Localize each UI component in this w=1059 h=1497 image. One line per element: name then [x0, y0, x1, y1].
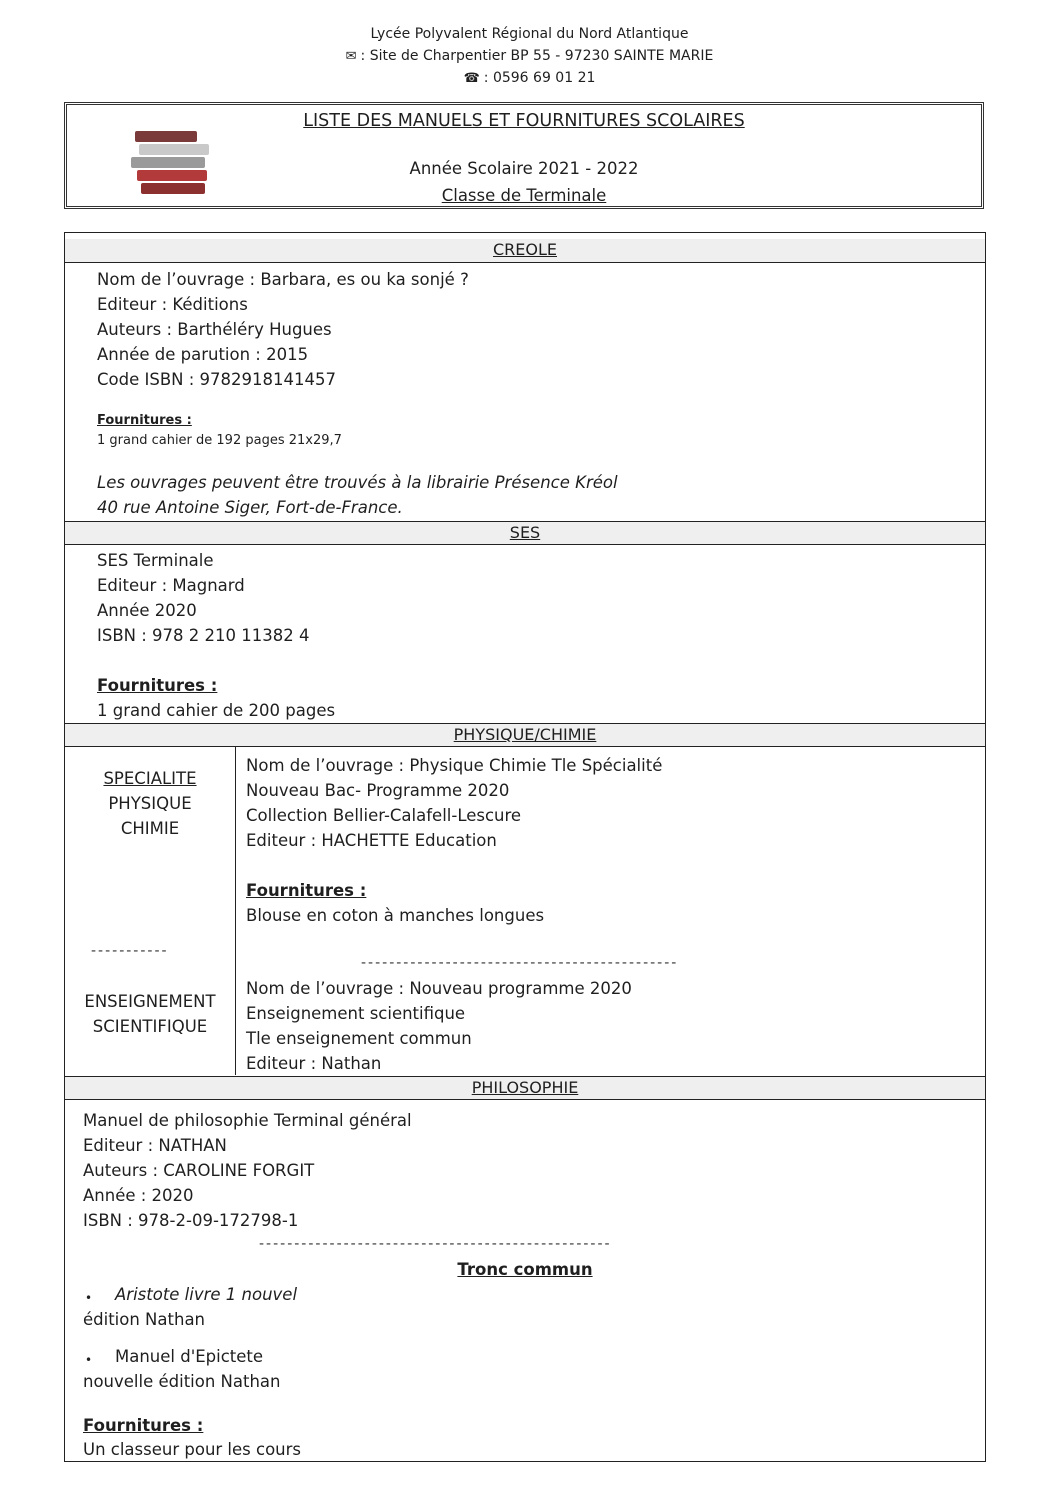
phone-icon: ☎: [463, 71, 480, 86]
ens-line: Nom de l’ouvrage : Nouveau programme 2020: [246, 979, 632, 998]
specialite-line: Collection Bellier-Calafell-Lescure: [246, 806, 522, 825]
school-name: Lycée Polyvalent Régional du Nord Atlantique: [370, 26, 689, 42]
creole-supplies: 1 grand cahier de 192 pages 21x29,7: [97, 433, 342, 448]
ses-supplies: 1 grand cahier de 200 pages: [97, 701, 336, 720]
school-year: Année Scolaire 2021 - 2022: [409, 159, 639, 178]
creole-line: Auteurs : Barthéléry Hugues: [97, 320, 332, 339]
school-address: [0, 48, 1059, 64]
separator-right: ---------------------------------------------: [361, 955, 679, 971]
class-name: Classe de Terminale: [441, 186, 607, 205]
creole-line: Nom de l’ouvrage : Barbara, es ou ka sonjé ?: [97, 270, 469, 289]
physique-heading: PHYSIQUE/CHIMIE: [65, 723, 985, 747]
philo-line: Editeur : NATHAN: [83, 1136, 227, 1155]
ens-label: SCIENTIFIQUE: [92, 1017, 208, 1036]
philo-line: Année : 2020: [83, 1186, 194, 1205]
separator-left: -----------: [91, 943, 169, 959]
creole-heading: CREOLE: [65, 239, 985, 263]
tronc-item: nouvelle édition Nathan: [83, 1372, 281, 1391]
bullet-icon: •: [85, 1353, 93, 1367]
specialite-line: Nouveau Bac- Programme 2020: [246, 781, 510, 800]
column-divider: [235, 747, 236, 1075]
philo-heading: PHILOSOPHIE: [65, 1076, 985, 1100]
physique-supplies-label: Fournitures :: [246, 881, 367, 900]
mail-icon: ✉: [345, 49, 357, 64]
philo-line: Auteurs : CAROLINE FORGIT: [83, 1161, 315, 1180]
school-phone: [0, 70, 1059, 86]
specialite-line: Nom de l’ouvrage : Physique Chimie Tle Spécialité: [246, 756, 663, 775]
philo-supplies-label: Fournitures :: [83, 1416, 204, 1435]
specialite-label: CHIMIE: [120, 819, 180, 838]
philo-line: ISBN : 978-2-09-172798-1: [83, 1211, 299, 1230]
bullet-icon: •: [85, 1291, 93, 1305]
page-title: LISTE DES MANUELS ET FOURNITURES SCOLAIRES: [303, 111, 745, 131]
ses-supplies-label: Fournitures :: [97, 676, 218, 695]
phone-text: : 0596 69 01 21: [483, 70, 596, 86]
specialite-line: Editeur : HACHETTE Education: [246, 831, 497, 850]
creole-line: Année de parution : 2015: [97, 345, 309, 364]
ens-line: Tle enseignement commun: [246, 1029, 472, 1048]
creole-note: Les ouvrages peuvent être trouvés à la librairie Présence Kréol: [97, 473, 618, 492]
creole-note: 40 rue Antoine Siger, Fort-de-France.: [97, 498, 403, 517]
ses-line: ISBN : 978 2 210 11382 4: [97, 626, 310, 645]
ens-label: ENSEIGNEMENT: [84, 992, 216, 1011]
creole-line: Editeur : Kéditions: [97, 295, 248, 314]
tronc-commun-heading: Tronc commun: [457, 1260, 593, 1279]
ses-line: SES Terminale: [97, 551, 214, 570]
ses-line: Editeur : Magnard: [97, 576, 245, 595]
specialite-label: SPECIALITE: [103, 769, 197, 788]
physique-supplies: Blouse en coton à manches longues: [246, 906, 545, 925]
specialite-label: PHYSIQUE: [108, 794, 192, 813]
ses-line: Année 2020: [97, 601, 197, 620]
tronc-item: Aristote livre 1 nouvel: [115, 1285, 298, 1304]
ses-heading: SES: [65, 521, 985, 545]
philo-supplies: Un classeur pour les cours: [83, 1440, 302, 1459]
ens-line: Editeur : Nathan: [246, 1054, 382, 1073]
title-box: [64, 102, 984, 209]
book-list-table: [64, 232, 986, 1462]
creole-supplies-label: Fournitures :: [97, 413, 192, 428]
philo-separator: --------------------------------------------------: [259, 1236, 612, 1252]
address-text: : Site de Charpentier BP 55 - 97230 SAINTE MARIE: [360, 48, 714, 64]
creole-line: Code ISBN : 9782918141457: [97, 370, 337, 389]
tronc-item: édition Nathan: [83, 1310, 206, 1329]
philo-line: Manuel de philosophie Terminal général: [83, 1111, 412, 1130]
tronc-item: Manuel d'Epictete: [115, 1347, 264, 1366]
ens-line: Enseignement scientifique: [246, 1004, 466, 1023]
